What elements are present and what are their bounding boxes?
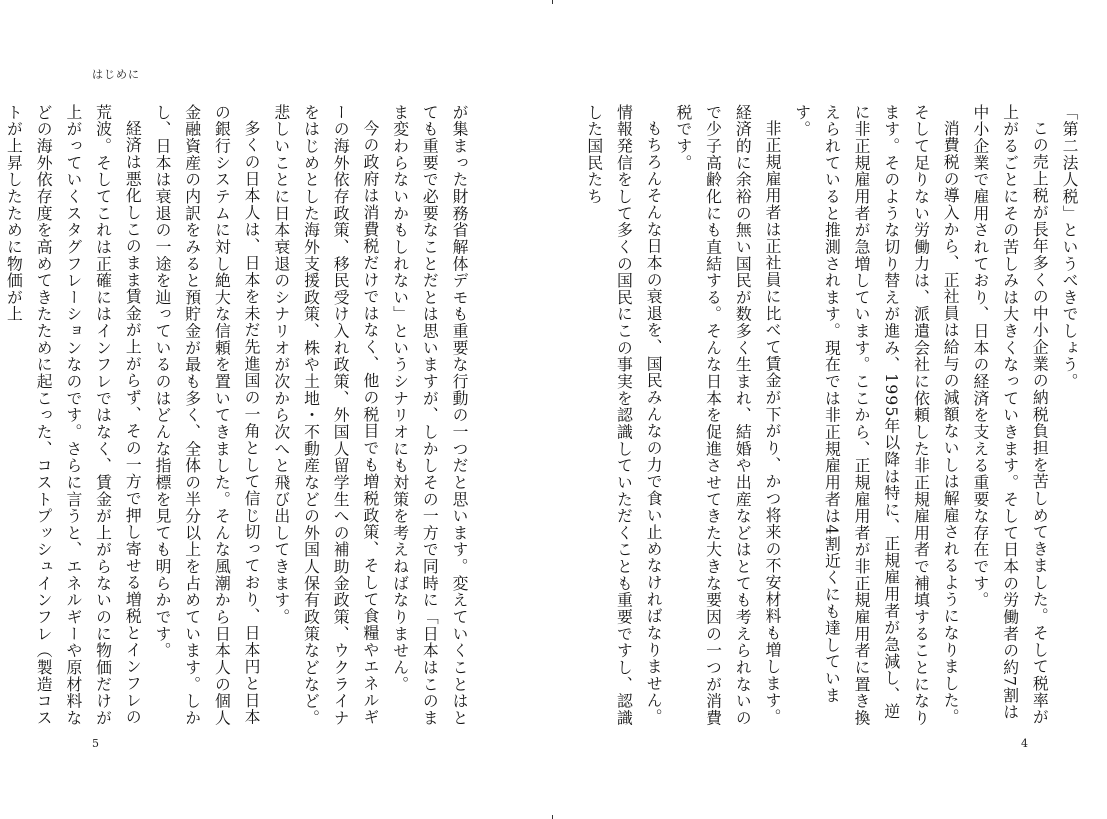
paragraph: もちろんそんな日本の衰退を、国民みんなの力で食い止めなければなりません。情報発信をして多くの国民にこの事実を認識していただくことも重要ですし、認識した国民たち xyxy=(584,104,664,727)
paragraph: 経済は悪化しこのまま賃金が上がらず、その一方で押し寄せる増税とインフレの荒波。そしてこれは正確にはインフレではなく、賃金が上がらないのに物価だけが上がっていくスタグフレーションなのです。さらに言うと、エネルギーや原材料などの海外依存度を高めてきたために起こった、コストプッシュインフレ（製造コストが上昇したために物価が上 xyxy=(4,104,143,727)
left-page-body xyxy=(4,104,474,734)
running-head: はじめに xyxy=(92,68,140,81)
right-page xyxy=(554,0,1107,819)
right-page-body xyxy=(584,104,1084,734)
paragraph: 「第二法人税」というべきでしょう。 xyxy=(1060,104,1079,390)
paragraph: が集まった財務省解体デモも重要な行動の一つだと思います。変えていくことはとても重要で必要なことだとは思いますが、しかしその一方で同時に「日本はこのまま変わらないかもしれない」というシナリオにも対策を考えねばなりません。 xyxy=(390,104,469,727)
left-page xyxy=(0,0,553,819)
paragraph: 非正規雇用者は正社員に比べて賃金が下がり、かつ将来の不安材料も増します。経済的に余裕の無い国民が数多く生まれ、結婚や出産などはとても考えられないので少子高齢化にも直結する。そんな日本を促進させてきた大きな要因の一つが消費税です。 xyxy=(673,104,782,727)
page-number: 5 xyxy=(92,737,99,750)
paragraph: 消費税の導入から、正社員は給与の減額ないしは解雇されるようになりました。そして足りない労働力は、派遣会社に依頼した非正規雇用者で補填することになります。そのような切り替えが進み、1995年以降は特に、正規雇用者が急減し、逆に非正規雇用者が急増しています。ここから、正規雇用者が非正規雇用者に置き換えられていると推測されます。現在では非正規雇用者は4割近くにも達しています。 xyxy=(792,104,961,727)
paragraph: 多くの日本人は、日本を未だ先進国の一角として信じ切っており、日本円と日本の銀行システムに対し絶大な信頼を置いてきました。そんな風潮から日本人の個人金融資産の内訳をみると預貯金が最も多く、全体の半分以上を占めています。しかし、日本は衰退の一途を辿っているのはどんな指標を見ても明らかです。 xyxy=(152,104,262,727)
paragraph: この売上税が長年多くの中小企業の納税負担を苦しめてきました。そして税率が上がるごとにその苦しみは大きくなっていきます。そして日本の労働者の約7割は中小企業で雇用されており、日本の経済を支える重要な存在です。 xyxy=(970,104,1050,726)
paragraph: 今の政府は消費税だけではなく、他の税目でも増税政策、そして食糧やエネルギーの海外依存政策、移民受け入れ政策、外国人留学生への補助金政策、ウクライナをはじめとした海外支援政策、株や土地・不動産などの外国人保有政策などなど。悲しいことに日本衰退のシナリオが次から次へと飛び出してきます。 xyxy=(271,104,380,727)
page-number: 4 xyxy=(1021,737,1028,750)
